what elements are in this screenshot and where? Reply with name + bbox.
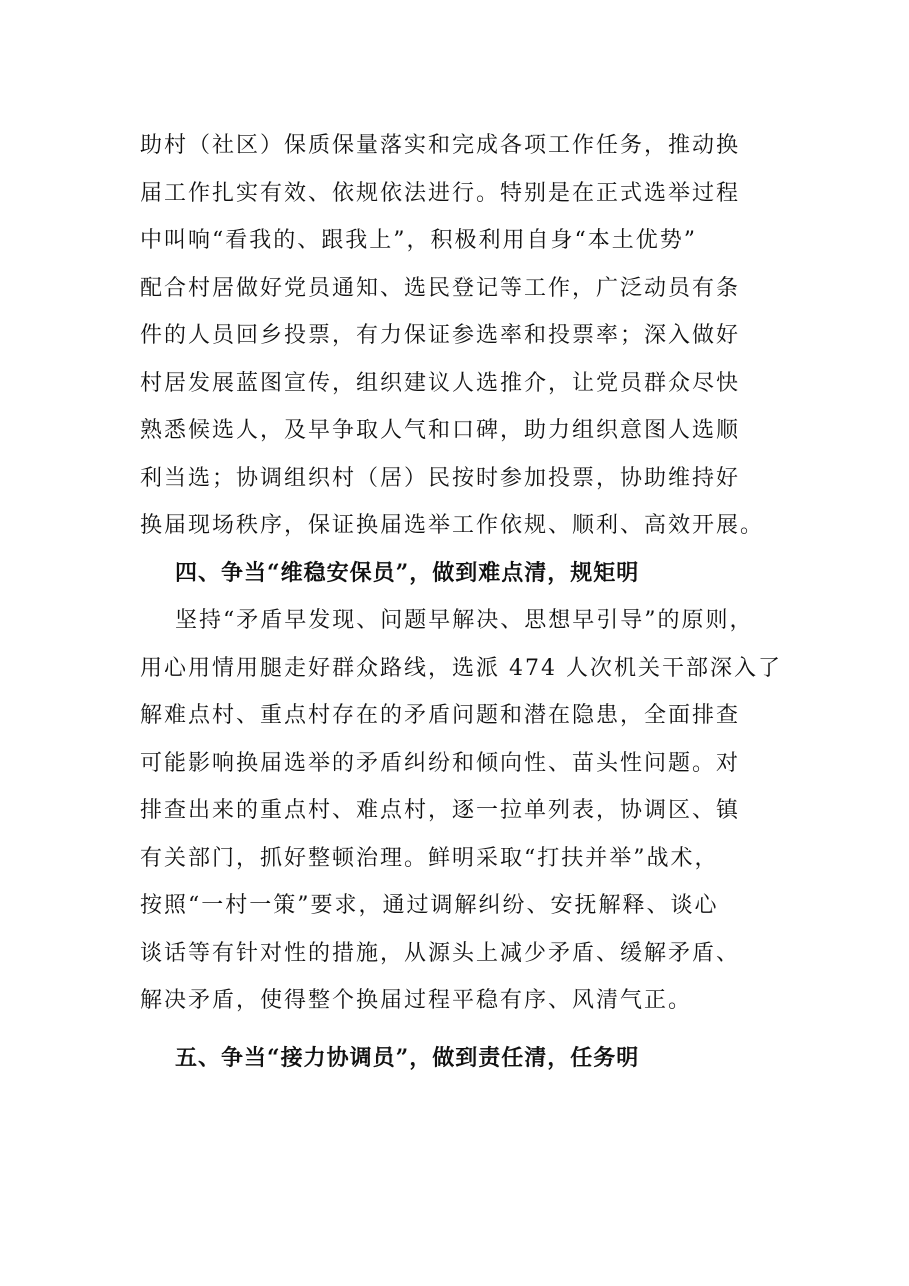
text-line: 届工作扎实有效、依规依法进行。特别是在正式选举过程 xyxy=(140,180,741,206)
text-line: 件的人员回乡投票，有力保证参选率和投票率；深入做好 xyxy=(140,323,741,348)
text-line: 解难点村、重点村存在的矛盾问题和潜在隐患，全面排查 xyxy=(140,703,741,728)
paragraph-continued xyxy=(140,122,780,550)
spacer xyxy=(140,1025,780,1035)
section-heading-5: 五、争当“接力协调员”，做到责任清，任务明 xyxy=(175,1044,640,1071)
text-line: 按照“一村一策”要求，通过调解纠纷、安抚解释、谈心 xyxy=(140,893,719,918)
text-line: 排查出来的重点村、难点村，逐一拉单列表，协调区、镇 xyxy=(140,798,741,823)
text-line: 村居发展蓝图宣传，组织建议人选推介，让党员群众尽快 xyxy=(140,370,741,396)
section-heading-4: 四、争当“维稳安保员”，做到难点清，规矩明 xyxy=(175,559,640,586)
text-line: 配合村居做好党员通知、选民登记等工作，广泛动员有条 xyxy=(140,275,741,301)
text-line: 有关部门，抓好整顿治理。鲜明采取“打扶并举”战术， xyxy=(140,845,719,871)
body-text xyxy=(140,122,780,1082)
text-line: 熟悉候选人，及早争取人气和口碑，助力组织意图人选顺 xyxy=(140,418,741,443)
text-line: 中叫响“看我的、跟我上”，积极利用自身“本土优势” xyxy=(140,228,697,253)
text-line: 助村（社区）保质保量落实和完成各项工作任务，推动换 xyxy=(140,133,741,158)
text-line: 坚持“矛盾早发现、问题早解决、思想早引导”的原则， xyxy=(175,608,754,633)
text-line: 解决矛盾，使得整个换届过程平稳有序、风清气正。 xyxy=(140,988,693,1013)
text-line: 利当选；协调组织村（居）民按时参加投票，协助维持好 xyxy=(140,465,741,491)
text-line: 换届现场秩序，保证换届选举工作依规、顺利、高效开展。 xyxy=(140,513,765,538)
text-line: 可能影响换届选举的矛盾纠纷和倾向性、苗头性问题。对 xyxy=(140,750,741,776)
text-line: 用心用情用腿走好群众路线，选派 474 人次机关干部深入了 xyxy=(140,655,782,681)
paragraph-section-4 xyxy=(140,597,780,1025)
text-line: 谈话等有针对性的措施，从源头上减少矛盾、缓解矛盾、 xyxy=(140,940,741,966)
